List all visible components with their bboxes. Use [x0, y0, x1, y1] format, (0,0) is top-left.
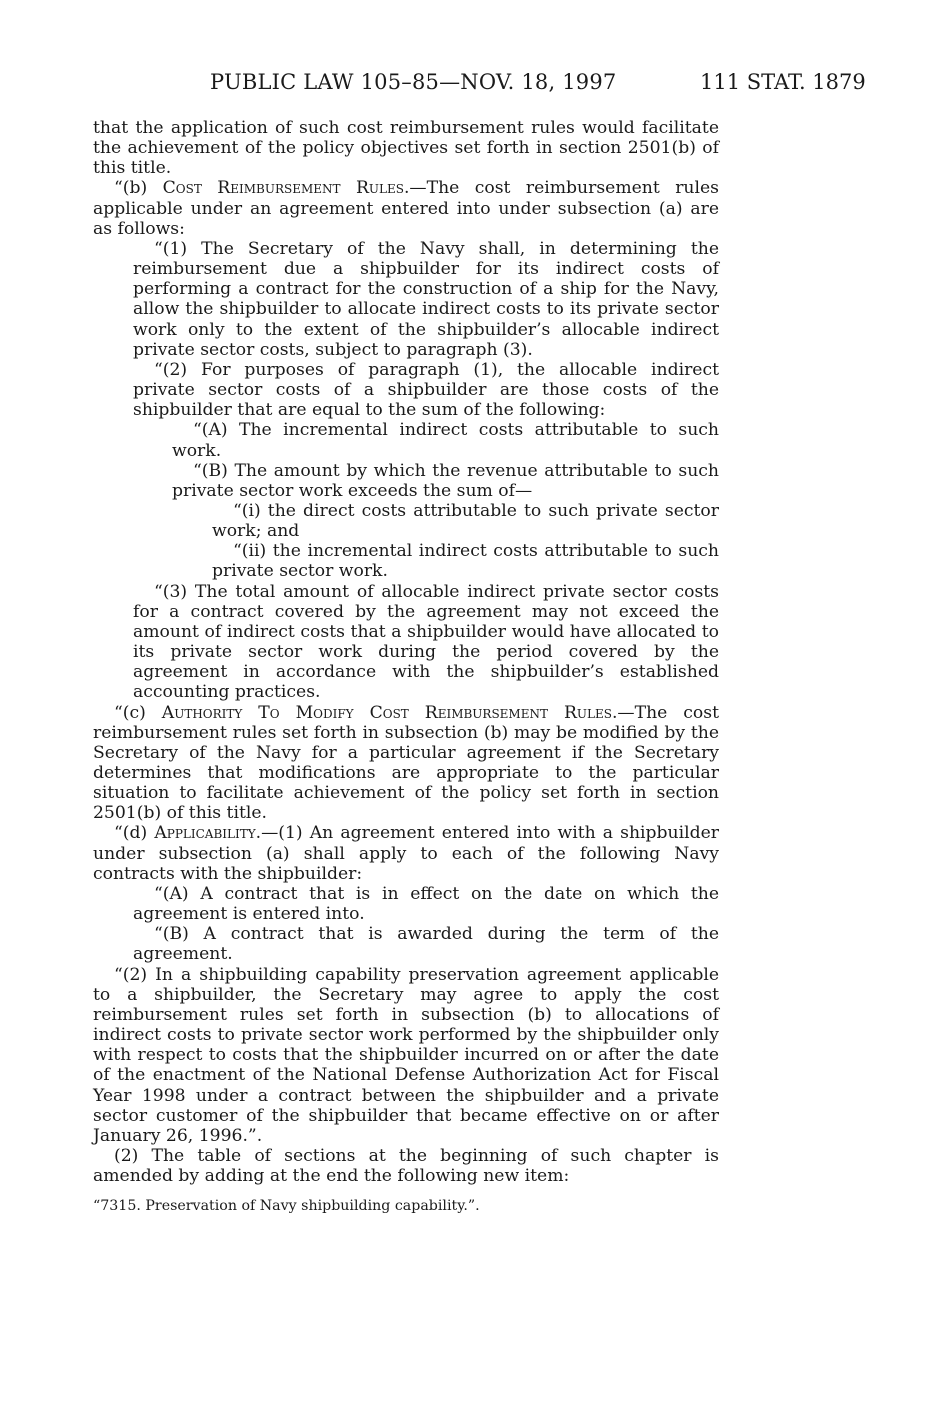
subsection-c-text: .—The cost reimbursement rules set forth in subsection (b) may be modified by the Secretary of the Navy for a particular agreement if the Secretary determines that modifications are appropriate to the particular situation to facilitate achievement of the policy set forth in section 2501(b) of this title.: [93, 702, 719, 824]
paragraph-d2: “(2) In a shipbuilding capability preservation agreement applicable to a shipbuilder, the Secretary may agree to apply the cost reimbursement rules set forth in subsection (b) to allocations of indirect costs to private sector work performed by the shipbuilder only with respect to costs that the shipbuilder incurred on or after the date of the enactment of the National Defense Authorization Act for Fiscal Year 1998 under a contract between the shipbuilder and a private sector customer of the shipbuilder that became effective on or after January 26, 1996.”.: [93, 964, 719, 1146]
document-body: [93, 118, 719, 1216]
amendment-paragraph-2: (2) The table of sections at the beginning of such chapter is amended by adding at the end the following new item:: [93, 1145, 719, 1187]
subparagraph-d1b: “(B) A contract that is awarded during the term of the agreement.: [133, 924, 719, 965]
subsection-b: [93, 178, 719, 238]
subsection-b-prefix: “(b): [114, 178, 163, 199]
paragraph-continuation: that the application of such cost reimbursement rules would facilitate the achievement of the policy objectives set forth in section 2501(b) of this title.: [93, 118, 719, 179]
page-header: [0, 70, 949, 100]
subsection-d: [93, 823, 719, 883]
clause-b2b-ii: “(ii) the incremental indirect costs attributable to such private sector work.: [212, 541, 719, 582]
subsection-c-prefix: “(c): [114, 702, 162, 723]
clause-b2b-i: “(i) the direct costs attributable to such private sector work; and: [212, 500, 719, 542]
subsection-d-text: .—(1) An agreement entered into with a shipbuilder under subsection (a) shall apply to each of the following Navy contracts with the shipbuilder:: [93, 823, 719, 884]
subsection-b-heading: Cost Reimbursement Rules: [162, 178, 404, 199]
subparagraph-d1a: “(A) A contract that is in effect on the date on which the agreement is entered into.: [133, 883, 719, 925]
subparagraph-b2b: “(B) The amount by which the revenue attributable to such private sector work exceeds the sum of—: [172, 460, 719, 501]
page-title: PUBLIC LAW 105–85—NOV. 18, 1997: [210, 70, 617, 94]
subsection-c-heading: Authority To Modify Cost Reimbursement Rules: [161, 702, 612, 723]
subsection-d-prefix: “(d): [114, 823, 155, 844]
paragraph-b1: “(1) The Secretary of the Navy shall, in determining the reimbursement due a shipbuilder for its indirect costs of performing a contract for the construction of a ship for the Navy, allow the shipbuilder to allocate indirect costs to its private sector work only to the extent of the shipbuilder’s allocable indirect private sector costs, subject to paragraph (3).: [133, 238, 719, 360]
subsection-d-heading: Applicability: [154, 823, 256, 844]
paragraph-b2: “(2) For purposes of paragraph (1), the allocable indirect private sector costs of a shipbuilder are those costs of the shipbuilder that are equal to the sum of the following:: [133, 359, 719, 421]
table-of-sections-item: “7315. Preservation of Navy shipbuilding capability.”.: [93, 1198, 480, 1215]
subsection-c: [93, 703, 719, 824]
paragraph-b3: “(3) The total amount of allocable indirect private sector costs for a contract covered by the agreement may not exceed the amount of indirect costs that a shipbuilder would have allocated to its private sector work during the period covered by the agreement in accordance with the shipbuilder’s established accounting practices.: [133, 581, 719, 703]
subparagraph-b2a: “(A) The incremental indirect costs attributable to such work.: [172, 420, 719, 461]
subsection-b-text: .—The cost reimbursement rules applicable under an agreement entered into under subsection (a) are as follows:: [93, 178, 719, 239]
statute-citation: 111 STAT. 1879: [700, 70, 866, 94]
